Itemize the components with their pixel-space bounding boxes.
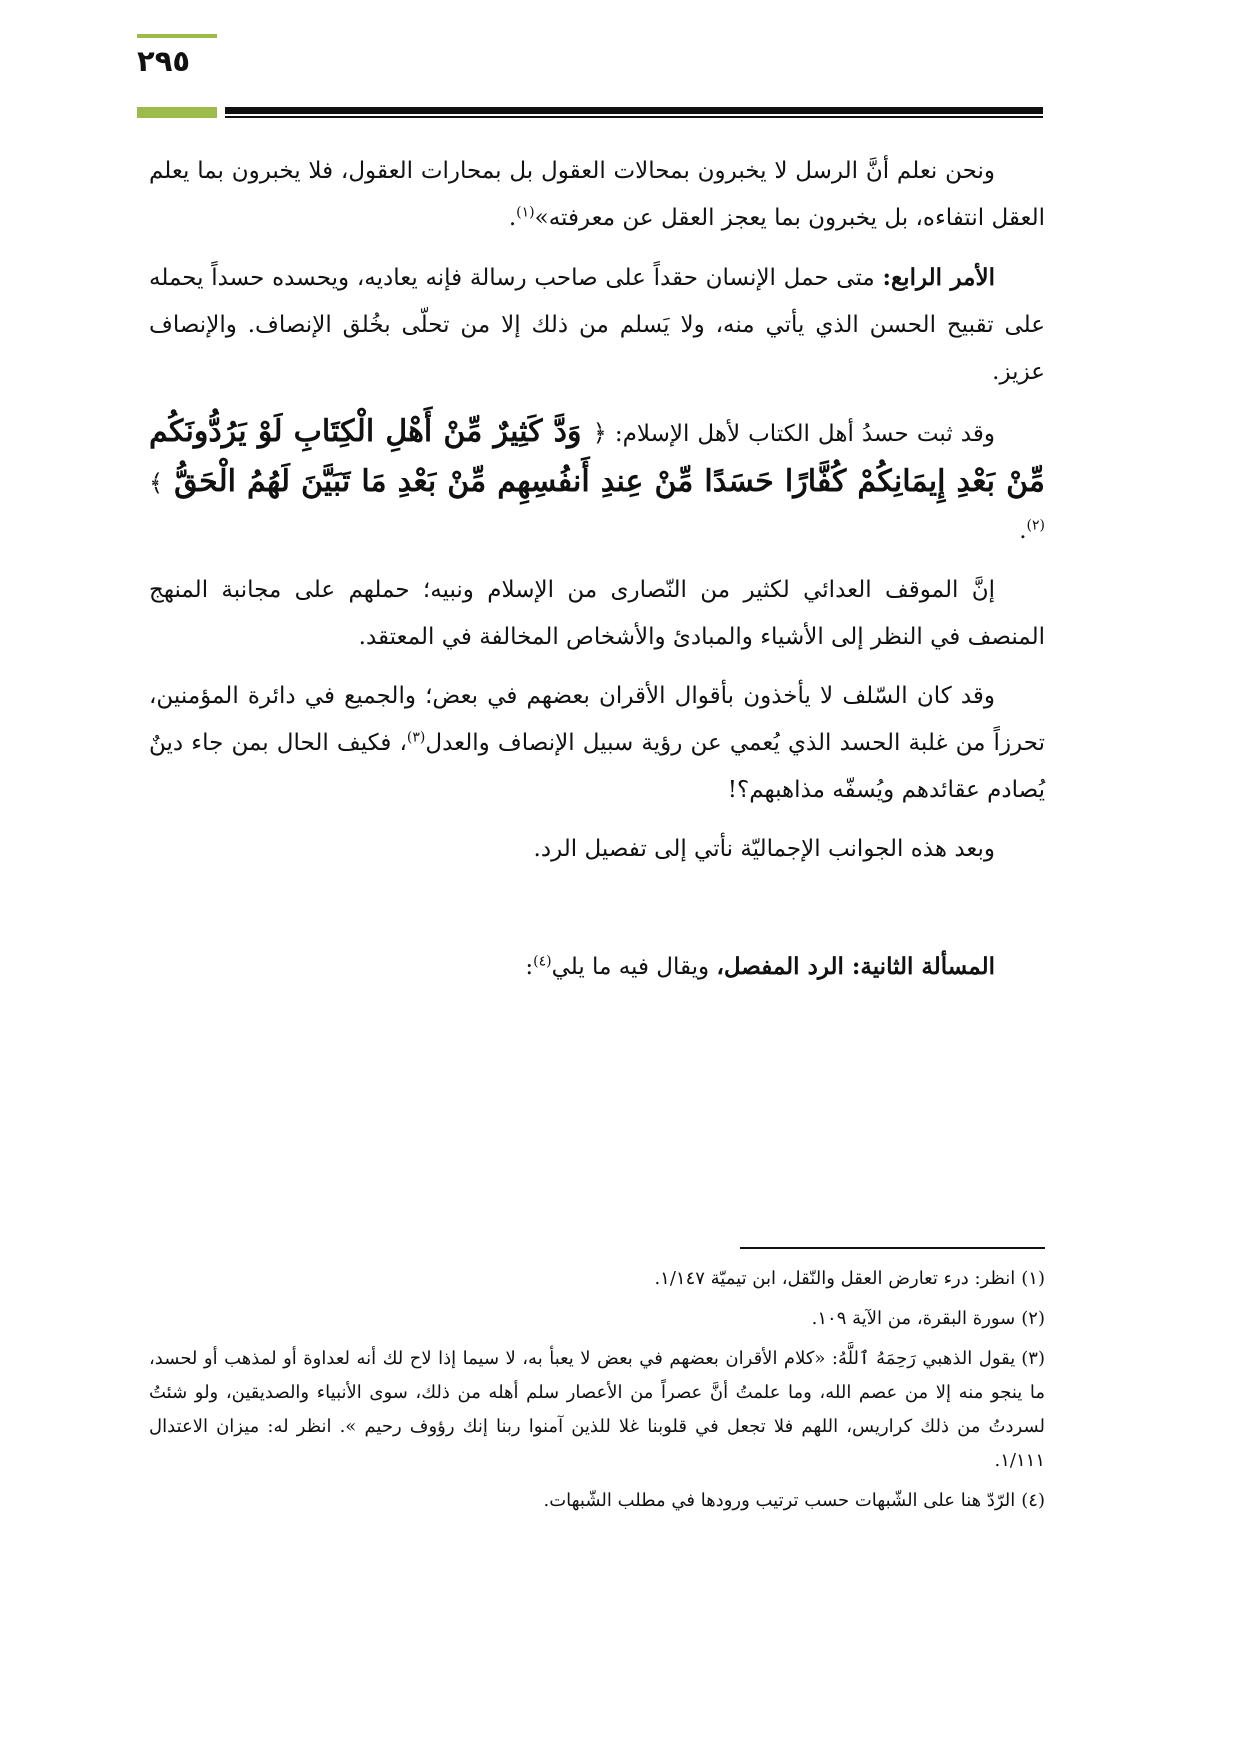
quran-bracket-open: ﴿ bbox=[592, 419, 607, 447]
footnote-number: (٤) bbox=[1021, 1490, 1045, 1511]
paragraph-text: وقد كان السّلف لا يأخذون بأقوال الأقران بعضهم في بعض؛ والجميع في دائرة المؤمنين، تحرزاً من غلبة الحسد الذي يُعمي عن رؤية سبيل الإنصاف والعدل bbox=[149, 683, 1045, 756]
paragraph bbox=[149, 826, 1045, 873]
header-accent-line bbox=[137, 34, 217, 38]
section-heading-label: المسألة الثانية: الرد المفصل، bbox=[716, 953, 995, 980]
footnote-number: (٢) bbox=[1021, 1308, 1045, 1329]
main-text bbox=[149, 148, 1045, 1003]
paragraph bbox=[149, 673, 1045, 814]
footnote-separator bbox=[740, 1247, 1045, 1249]
paragraph-with-verse bbox=[149, 408, 1045, 555]
paragraph-text: ، فكيف الحال بمن جاء دينٌ يُصادم عقائدهم ويُسفّه مذاهبهم؟! bbox=[149, 730, 1045, 803]
footnote-text: الرّدّ هنا على الشّبهات حسب ترتيب ورودها في مطلب الشّبهات. bbox=[543, 1490, 1016, 1511]
paragraph-text: . bbox=[1019, 518, 1027, 544]
header-rule-secondary bbox=[225, 116, 1043, 118]
quran-bracket-close: ﴾ bbox=[149, 469, 164, 497]
paragraph-text: إنَّ الموقف العدائي لكثير من النّصارى من الإسلام ونبيه؛ حملهم على مجانبة المنهج المنصف في النظر إلى الأشياء والمبادئ والأشخاص المخالفة في المعتقد. bbox=[149, 577, 1045, 650]
footnote-text: يقول الذهبي رَحِمَهُ ٱللَّهُ: «كلام الأقران بعضهم في بعض لا يعبأ به، لا سيما إذا لاح لك أنه لعداوة أو لمذهب أو لحسد، ما ينجو منه إلا من عصم الله، وما علمتُ أنَّ عصراً من الأعصار سلم أهله من ذلك، سوى الأنبياء والصديقين، ولو شئتُ لسردتُ من ذلك كراريس، اللهم فلا تجعل في قلوبنا غلا للذين آمنوا ربنا إنك رؤوف رحيم ». انظر له: ميزان الاعتدال ١/١١١. bbox=[149, 1348, 1045, 1471]
paragraph-text: . bbox=[508, 205, 517, 231]
footnote-ref[interactable]: (١) bbox=[516, 204, 535, 221]
paragraph bbox=[149, 567, 1045, 661]
section-heading bbox=[149, 943, 1045, 991]
footnote-text: انظر: درء تعارض العقل والنّقل، ابن تيميّة ١/١٤٧. bbox=[654, 1268, 1016, 1289]
footnote-item bbox=[149, 1342, 1045, 1478]
footnote-item bbox=[149, 1262, 1045, 1296]
paragraph bbox=[149, 148, 1045, 242]
footnote-text: سورة البقرة، من الآية ١٠٩. bbox=[811, 1308, 1016, 1329]
header-rule bbox=[225, 107, 1043, 114]
footnote-item bbox=[149, 1302, 1045, 1336]
quran-verse: وَدَّ كَثِيرٌ مِّنْ أَهْلِ الْكِتَابِ لَوْ يَرُدُّونَكُم مِّنْ بَعْدِ إِيمَانِكُمْ كُفَّارًا حَسَدًا مِّنْ عِندِ أَنفُسِهِم مِّنْ بَعْدِ مَا تَبَيَّنَ لَهُمُ الْحَقُّ bbox=[149, 414, 1045, 499]
footnote-ref[interactable]: (٣) bbox=[406, 729, 426, 746]
paragraph-text: ونحن نعلم أنَّ الرسل لا يخبرون بمحالات العقول بل بمحارات العقول، فلا يخبرون بما يعلم العقل انتفاءه، بل يخبرون بما يعجز العقل عن معرفته» bbox=[149, 158, 1045, 231]
paragraph-text: وقد ثبت حسدُ أهل الكتاب لأهل الإسلام: bbox=[606, 421, 995, 447]
section-heading-text: : bbox=[525, 954, 534, 980]
header-green-block bbox=[137, 107, 217, 118]
paragraph-label: الأمر الرابع: bbox=[882, 264, 995, 291]
footnote-number: (٣) bbox=[1021, 1348, 1045, 1369]
section-heading-text: ويقال فيه ما يلي bbox=[551, 954, 717, 980]
footnotes bbox=[149, 1262, 1045, 1524]
footnote-ref[interactable]: (٤) bbox=[533, 953, 552, 970]
paragraph bbox=[149, 254, 1045, 396]
page-number: ٢٩٥ bbox=[137, 44, 191, 78]
footnote-ref[interactable]: (٢) bbox=[1026, 517, 1045, 534]
footnote-number: (١) bbox=[1021, 1268, 1045, 1289]
footnote-item bbox=[149, 1484, 1045, 1518]
paragraph-text: متى حمل الإنسان حقداً على صاحب رسالة فإنه يعاديه، ويحسده حسداً يحمله على تقبيح الحسن الذي يأتي منه، ولا يَسلم من ذلك إلا من تحلّى بخُلق الإنصاف. والإنصاف عزيز. bbox=[149, 265, 1045, 385]
paragraph-text: وبعد هذه الجوانب الإجماليّة نأتي إلى تفصيل الرد. bbox=[533, 836, 995, 862]
